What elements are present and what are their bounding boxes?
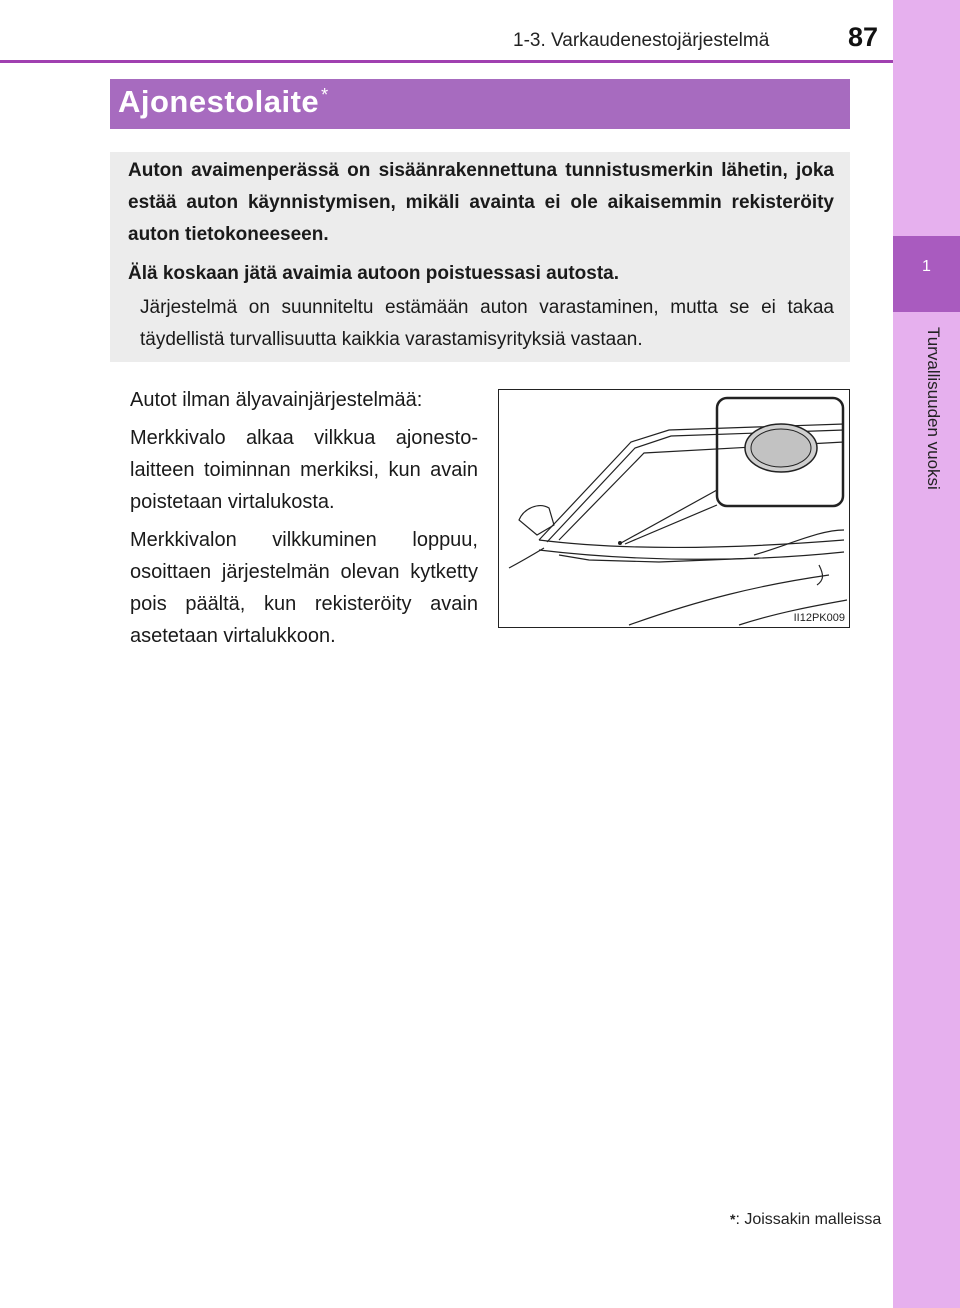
chapter-title: Turvallisuuden vuoksi [924,327,943,490]
side-mirror [519,506,554,535]
footnote [730,1211,881,1229]
page-number: 87 [848,22,879,52]
indicator-illustration [498,389,850,628]
intro-text: Auton avaimenperässä on sisäänrakennettuna tunnistusmerkin lähetin, joka estää auton käynnistymisen, mikäli avainta ei ole aikaisemmin rekisteröity auton tietokoneeseen. [128,160,834,245]
body-paragraph-2: Merkkivalon vilkkuminen loppuu, osoittaen järjestelmän olevan kytketty pois päältä, kun rekisteröity avain asetetaan virtalukkoon. [130,529,478,647]
section-title: 1-3. Varkaudenestojärjestelmä [513,30,770,51]
page-title-text: Ajonestolaite [118,84,320,119]
page-title [118,84,329,120]
body-heading: Autot ilman älyavainjärjestelmää: [130,389,423,411]
note-text: Järjestelmä on suunniteltu estämään auton varastaminen, mutta se ei takaa täydellistä turvallisuutta kaikkia varastamisyrityksiä vastaan. [140,297,834,350]
footnote-text: : Joissakin malleissa [735,1211,882,1228]
body-column [130,384,478,658]
header-rule [0,60,893,63]
warning-text: Älä koskaan jätä avaimia autoon poistuessasi autosta. [128,263,620,284]
figure-code: II12PK009 [793,612,845,624]
title-asterisk: * [321,84,329,105]
body-paragraph-1: Merkkivalo alkaa vilkkua ajonestolaitteen toiminnan merkiksi, kun avain poistetaan virtalukosta. [130,427,478,513]
chapter-side-tab [893,0,960,1308]
chapter-number: 1 [922,258,931,275]
footnote-asterisk: * [730,1211,736,1227]
dashboard-drawing [499,390,849,627]
